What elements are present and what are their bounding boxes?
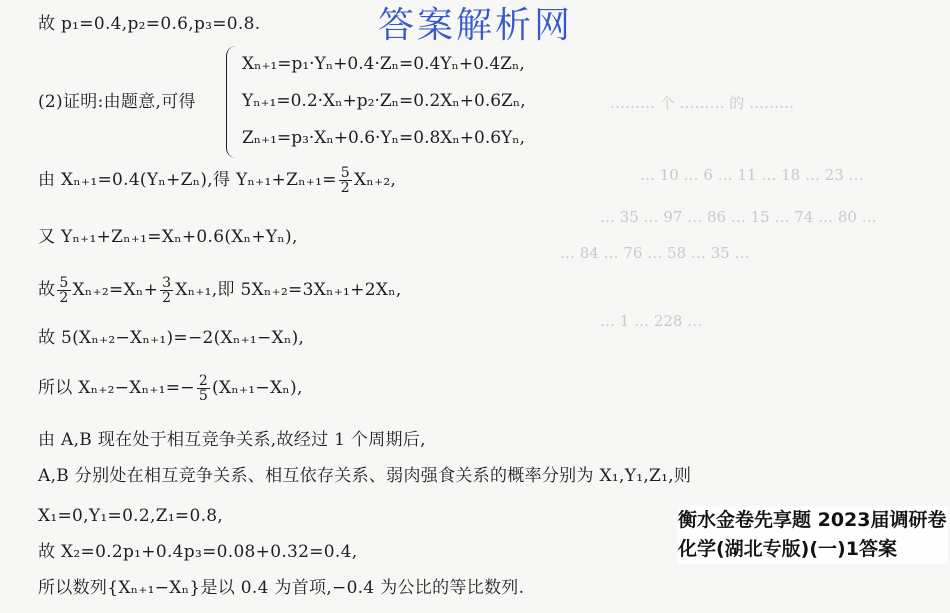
line-text: 故 — [38, 280, 56, 300]
bleed-through-text: … 10 … 6 … 11 … 18 … 23 … — [640, 166, 864, 184]
line-recurrence — [38, 276, 402, 305]
line-text: Xₙ₊₁,即 5Xₙ₊₂=3Xₙ₊₁+2Xₙ, — [175, 280, 402, 300]
equation-system-brace — [226, 46, 239, 158]
equation-system — [242, 46, 526, 157]
line-probability-definitions: A,B 分别处在相互竞争关系、相互依存关系、弱肉强食关系的概率分别为 X₁,Y₁,Z₁,则 — [38, 466, 692, 486]
bleed-through-text: ……… 个 ……… 的 ……… — [610, 94, 795, 112]
equation-y: Yₙ₊₁=0.2·Xₙ+p₂·Zₙ=0.2Xₙ+0.6Zₙ, — [242, 91, 526, 111]
line-difference: 故 5(Xₙ₊₂−Xₙ₊₁)=−2(Xₙ₊₁−Xₙ), — [38, 328, 305, 348]
fraction-numerator: 2 — [198, 373, 209, 389]
fraction — [197, 374, 210, 403]
bleed-through-text: … 35 … 97 … 86 … 15 … 74 … 80 … — [600, 208, 877, 226]
fraction — [160, 276, 173, 305]
fraction-numerator: 5 — [59, 275, 69, 291]
line-x2: 故 X₂=0.2p₁+0.4p₃=0.08+0.32=0.4, — [38, 542, 358, 562]
bleed-through-text: … 84 … 76 … 58 … 35 … — [560, 244, 750, 262]
bleed-through-text: … 1 … 228 … — [600, 312, 703, 330]
line-initial-values: X₁=0,Y₁=0.2,Z₁=0.8, — [38, 506, 224, 526]
line-ratio — [38, 374, 303, 403]
fraction-numerator: 5 — [340, 165, 351, 181]
fraction — [339, 166, 352, 195]
fraction — [57, 276, 70, 305]
line-probabilities: 故 p₁=0.4,p₂=0.6,p₃=0.8. — [38, 14, 261, 34]
line-text: 所以 Xₙ₊₂−Xₙ₊₁=− — [38, 378, 195, 398]
line-text: 由 Xₙ₊₁=0.4(Yₙ+Zₙ),得 Yₙ₊₁+Zₙ₊₁= — [38, 170, 337, 190]
fraction-denominator: 2 — [162, 290, 172, 306]
fraction-denominator: 5 — [198, 388, 209, 404]
equation-z: Zₙ₊₁=p₃·Xₙ+0.6·Yₙ=0.8Xₙ+0.6Yₙ, — [242, 128, 526, 148]
fraction-denominator: 2 — [59, 290, 69, 306]
line-text: Xₙ₊₂=Xₙ+ — [72, 280, 159, 300]
fraction-numerator: 3 — [162, 275, 172, 291]
line-competition: 由 A,B 现在处于相互竞争关系,故经过 1 个周期后, — [38, 430, 426, 450]
line-text: Xₙ₊₂, — [354, 170, 397, 190]
fraction-denominator: 2 — [340, 180, 351, 196]
equation-x: Xₙ₊₁=p₁·Yₙ+0.4·Zₙ=0.4Yₙ+0.4Zₙ, — [242, 54, 525, 74]
line-derive-yz — [38, 166, 396, 195]
line-proof-intro: (2)证明:由题意,可得 — [38, 92, 196, 112]
line-conclusion: 所以数列{Xₙ₊₁−Xₙ}是以 0.4 为首项,−0.4 为公比的等比数列. — [38, 578, 525, 598]
source-caption: 衡水金卷先享题 2023届调研卷 化学(湖北专版)(一)1答案 — [678, 506, 948, 564]
line-yz-sum: 又 Yₙ₊₁+Zₙ₊₁=Xₙ+0.6(Xₙ+Yₙ), — [38, 227, 298, 247]
line-text: (Xₙ₊₁−Xₙ), — [212, 378, 303, 398]
watermark-text: 答案解析网 — [378, 5, 574, 46]
